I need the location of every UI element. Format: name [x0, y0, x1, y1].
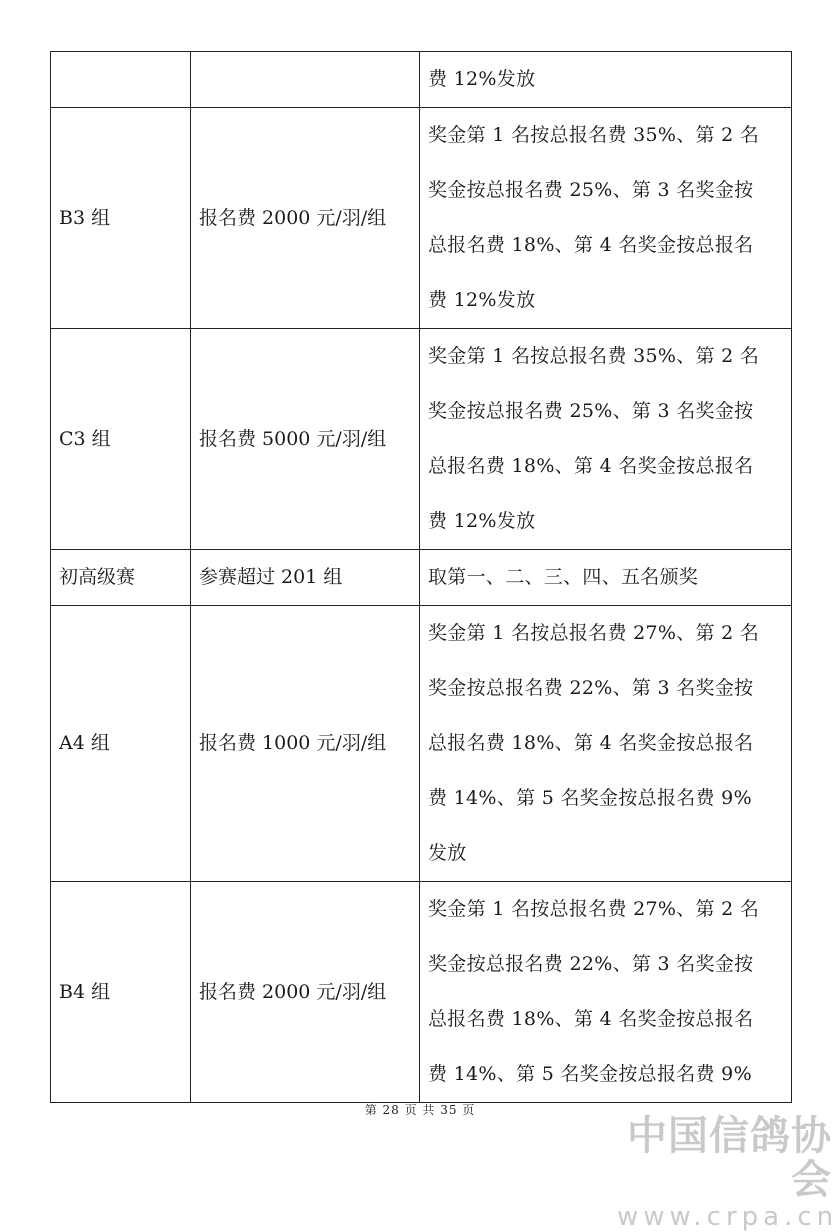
prize-cell	[420, 550, 792, 606]
prize-line: 取第一、二、三、四、五名颁奖	[428, 566, 699, 588]
fee-cell: 报名费 2000 元/羽/组	[191, 108, 420, 329]
table-row	[51, 329, 792, 550]
prize-line: 总报名费 18%、第 4 名奖金按总报名	[428, 455, 754, 477]
prize-cell	[420, 108, 792, 329]
prize-line: 发放	[428, 842, 467, 864]
prize-line: 费 14%、第 5 名奖金按总报名费 9%	[428, 1063, 752, 1085]
prize-line: 费 12%发放	[428, 510, 536, 532]
prize-cell	[420, 606, 792, 882]
watermark-name: 中国信鸽协会	[627, 1113, 832, 1203]
watermark-url: www.crpa.cn	[617, 1202, 839, 1232]
group-cell	[51, 52, 191, 108]
table-row	[51, 882, 792, 1103]
prize-line: 奖金按总报名费 25%、第 3 名奖金按	[428, 400, 754, 422]
prize-line: 奖金第 1 名按总报名费 27%、第 2 名	[428, 898, 760, 920]
prize-line: 总报名费 18%、第 4 名奖金按总报名	[428, 234, 754, 256]
watermark	[617, 1113, 839, 1232]
group-cell: B4 组	[51, 882, 191, 1103]
group-cell: B3 组	[51, 108, 191, 329]
fee-cell: 报名费 1000 元/羽/组	[191, 606, 420, 882]
group-cell: A4 组	[51, 606, 191, 882]
prize-cell	[420, 882, 792, 1103]
page-number: 第 28 页 共 35 页	[364, 1103, 476, 1117]
fee-cell: 参赛超过 201 组	[191, 550, 420, 606]
prize-rules-table	[50, 51, 792, 1103]
prize-cell	[420, 329, 792, 550]
prize-line: 奖金按总报名费 22%、第 3 名奖金按	[428, 677, 754, 699]
fee-cell: 报名费 5000 元/羽/组	[191, 329, 420, 550]
table-row	[51, 606, 792, 882]
group-cell: 初高级赛	[51, 550, 191, 606]
group-cell: C3 组	[51, 329, 191, 550]
prize-line: 总报名费 18%、第 4 名奖金按总报名	[428, 1008, 754, 1030]
table-row	[51, 550, 792, 606]
fee-cell: 报名费 2000 元/羽/组	[191, 882, 420, 1103]
prize-line: 奖金第 1 名按总报名费 27%、第 2 名	[428, 622, 760, 644]
table-row	[51, 52, 792, 108]
prize-line: 奖金按总报名费 22%、第 3 名奖金按	[428, 953, 754, 975]
prize-line: 奖金按总报名费 25%、第 3 名奖金按	[428, 179, 754, 201]
table-row	[51, 108, 792, 329]
prize-line: 总报名费 18%、第 4 名奖金按总报名	[428, 732, 754, 754]
prize-line: 费 12%发放	[428, 68, 536, 90]
prize-line: 费 12%发放	[428, 289, 536, 311]
prize-line: 奖金第 1 名按总报名费 35%、第 2 名	[428, 124, 760, 146]
prize-line: 奖金第 1 名按总报名费 35%、第 2 名	[428, 345, 760, 367]
prize-cell	[420, 52, 792, 108]
fee-cell	[191, 52, 420, 108]
prize-line: 费 14%、第 5 名奖金按总报名费 9%	[428, 787, 752, 809]
